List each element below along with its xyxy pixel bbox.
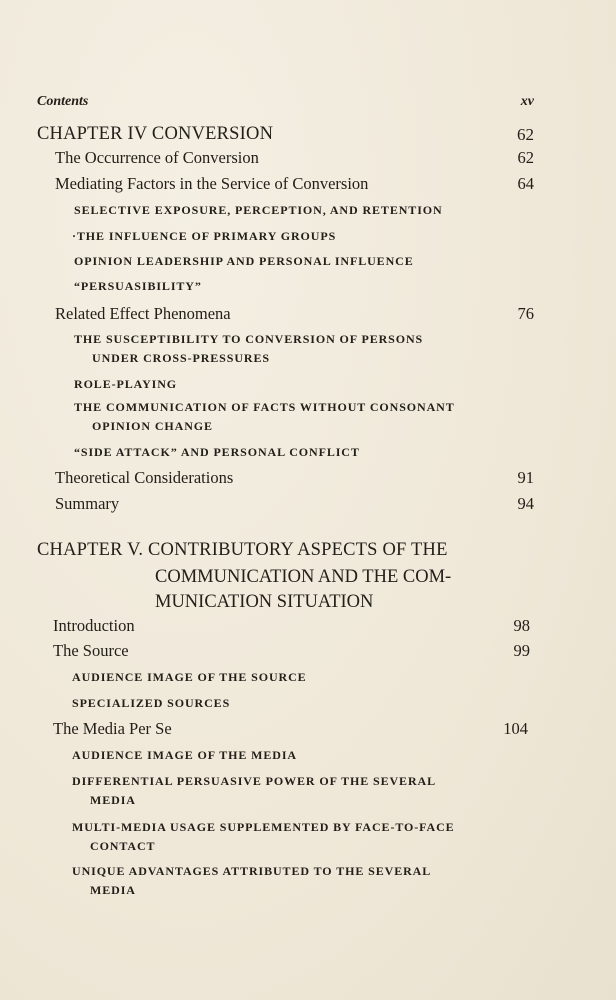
subsection-title-continued: UNDER CROSS-PRESSURES — [92, 351, 270, 365]
subsection-title: ROLE-PLAYING — [74, 377, 178, 391]
subsection-title: SPECIALIZED SOURCES — [72, 696, 231, 710]
subsection-title-continued: MEDIA — [90, 793, 136, 807]
chapter-4-page: 62 — [517, 125, 534, 144]
section-title: Theoretical Considerations — [55, 468, 234, 487]
section-page: 91 — [517, 468, 534, 487]
section-title: Summary — [55, 494, 120, 513]
section-title: The Media Per Se — [53, 719, 172, 738]
running-header-page-number: xv — [520, 94, 534, 109]
section-title: Introduction — [53, 616, 135, 635]
running-header-title: Contents — [37, 94, 89, 109]
chapter-5-title-line-3: MUNICATION SITUATION — [155, 592, 374, 612]
subsection-title: THE SUSCEPTIBILITY TO CONVERSION OF PERSONS — [74, 332, 424, 346]
section-page: 98 — [513, 616, 530, 635]
section-page: 104 — [503, 719, 528, 738]
subsection-title: MULTI-MEDIA USAGE SUPPLEMENTED BY FACE-TO-FACE — [72, 820, 455, 834]
section-page: 99 — [513, 641, 530, 660]
chapter-5-title-line-1: CHAPTER V. CONTRIBUTORY ASPECTS OF THE — [37, 540, 448, 560]
subsection-title: “SIDE ATTACK” AND PERSONAL CONFLICT — [74, 445, 360, 459]
subsection-title: SELECTIVE EXPOSURE, PERCEPTION, AND RETENTION — [74, 203, 443, 217]
subsection-title: OPINION LEADERSHIP AND PERSONAL INFLUENCE — [74, 254, 414, 268]
subsection-title-continued: CONTACT — [90, 839, 156, 853]
section-title: Related Effect Phenomena — [55, 304, 231, 323]
subsection-title: AUDIENCE IMAGE OF THE SOURCE — [72, 670, 307, 684]
subsection-title: THE COMMUNICATION OF FACTS WITHOUT CONSONANT — [74, 400, 455, 414]
section-title: The Source — [53, 641, 129, 660]
subsection-title-continued: OPINION CHANGE — [92, 419, 213, 433]
section-page: 94 — [517, 494, 534, 513]
chapter-5-title-line-2: COMMUNICATION AND THE COM- — [155, 567, 452, 587]
section-page: 64 — [517, 174, 534, 193]
subsection-title-continued: MEDIA — [90, 883, 136, 897]
section-title: Mediating Factors in the Service of Conversion — [55, 174, 369, 193]
subsection-title: AUDIENCE IMAGE OF THE MEDIA — [72, 748, 297, 762]
section-page: 76 — [517, 304, 534, 323]
subsection-title: ·THE INFLUENCE OF PRIMARY GROUPS — [72, 229, 337, 243]
section-title: The Occurrence of Conversion — [55, 148, 259, 167]
subsection-title: UNIQUE ADVANTAGES ATTRIBUTED TO THE SEVERAL — [72, 864, 432, 878]
subsection-title: “PERSUASIBILITY” — [74, 279, 202, 293]
chapter-4-title: CHAPTER IV CONVERSION — [37, 124, 274, 144]
section-page: 62 — [517, 148, 534, 167]
subsection-title: DIFFERENTIAL PERSUASIVE POWER OF THE SEVERAL — [72, 774, 436, 788]
